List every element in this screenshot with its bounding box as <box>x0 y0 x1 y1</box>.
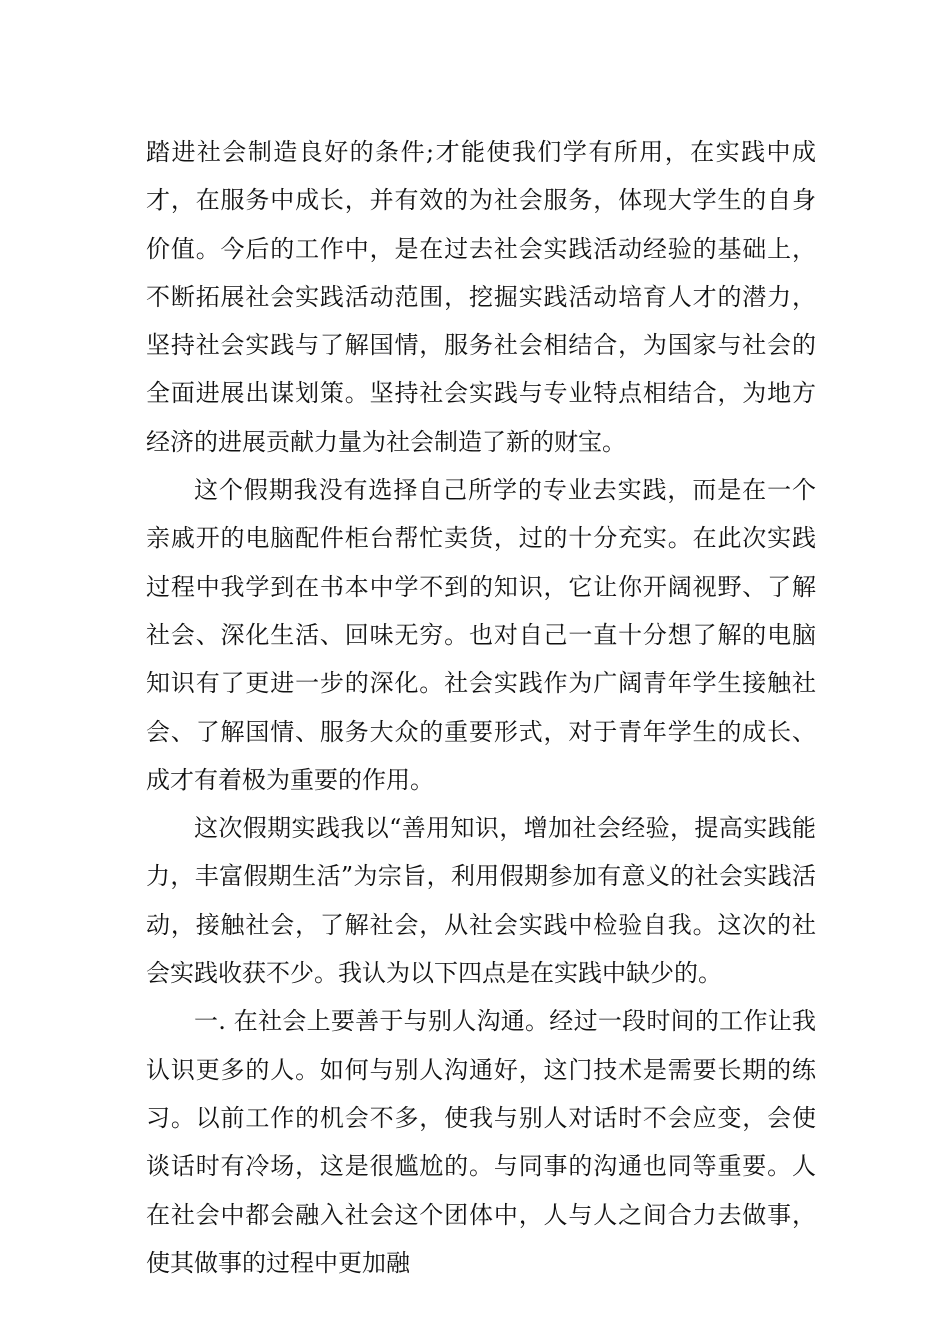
document-body <box>146 128 816 1287</box>
paragraph-3: 这次假期实践我以“善用知识，增加社会经验，提高实践能力，丰富假期生活”为宗旨，利用假期参加有意义的社会实践活动，接触社会，了解社会，从社会实践中检验自我。这次的社会实践收获不少。我认为以下四点是在实践中缺少的。 <box>146 814 816 988</box>
paragraph-1: 踏进社会制造良好的条件;才能使我们学有所用，在实践中成才，在服务中成长，并有效的为社会服务，体现大学生的自身价值。今后的工作中，是在过去社会实践活动经验的基础上，不断拓展社会实践活动范围，挖掘实践活动培育人才的潜力，坚持社会实践与了解国情，服务社会相结合，为国家与社会的全面进展出谋划策。坚持社会实践与专业特点相结合，为地方经济的进展贡献力量为社会制造了新的财宝。 <box>146 138 816 456</box>
paragraph-4: 一. 在社会上要善于与别人沟通。经过一段时间的工作让我认识更多的人。如何与别人沟通好，这门技术是需要长期的练习。以前工作的机会不多，使我与别人对话时不会应变，会使谈话时有冷场，这是很尴尬的。与同事的沟通也同等重要。人在社会中都会融入社会这个团体中，人与人之间合力去做事，使其做事的过程中更加融 <box>146 1007 816 1277</box>
paragraph-2: 这个假期我没有选择自己所学的专业去实践，而是在一个亲戚开的电脑配件柜台帮忙卖货，过的十分充实。在此次实践过程中我学到在书本中学不到的知识，它让你开阔视野、了解社会、深化生活、回味无穷。也对自己一直十分想了解的电脑知识有了更进一步的深化。社会实践作为广阔青年学生接触社会、了解国情、服务大众的重要形式，对于青年学生的成长、成才有着极为重要的作用。 <box>146 476 816 794</box>
